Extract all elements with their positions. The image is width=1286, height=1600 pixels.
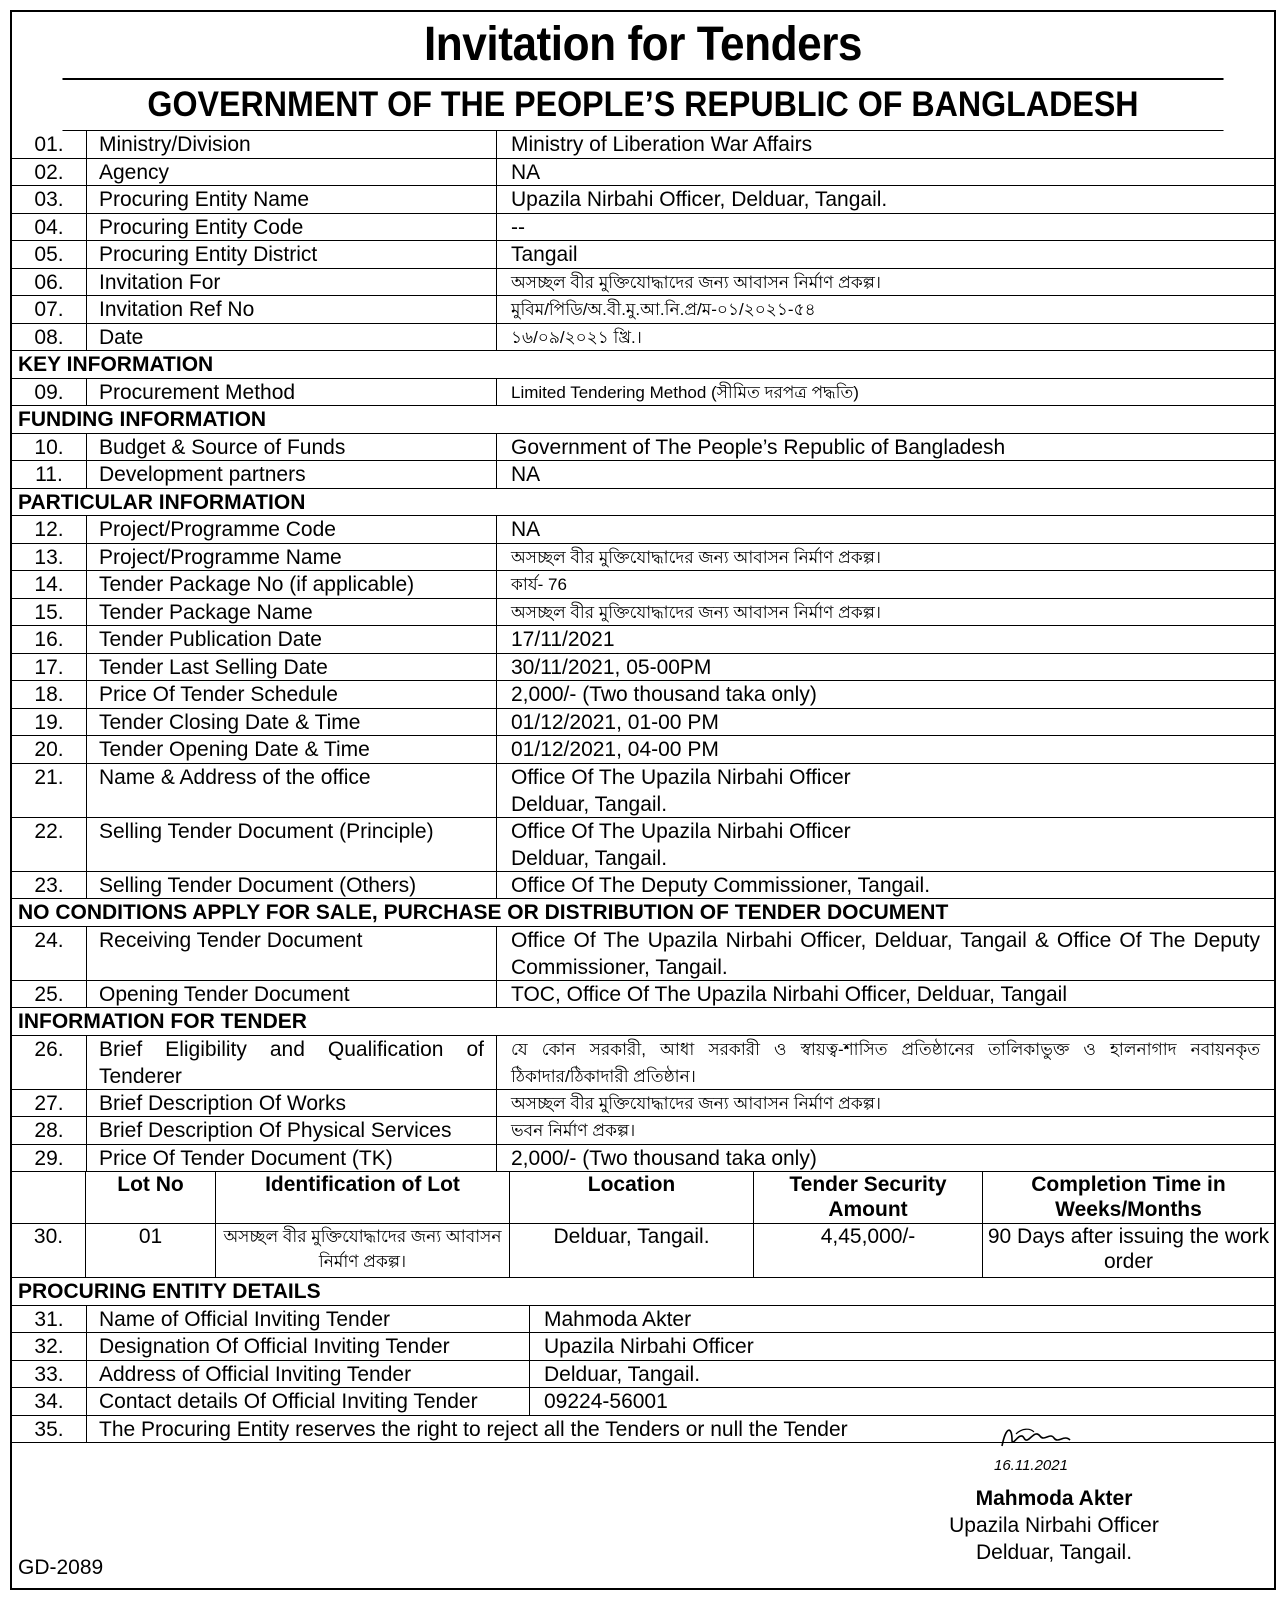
lot-table-row [12, 1224, 1274, 1278]
row-label: Price Of Tender Document (TK) [87, 1145, 497, 1172]
table-row [12, 681, 1274, 709]
lot-no: 01 [86, 1224, 216, 1277]
row-label: Development partners [87, 461, 497, 488]
lot-header-line: Tender Security [789, 1173, 947, 1196]
row-number: 21. [12, 764, 87, 817]
row-value-line: Delduar, Tangail. [511, 846, 668, 870]
row-value [497, 1036, 1274, 1089]
table-row [12, 626, 1274, 654]
row-number: 32. [12, 1333, 87, 1360]
lot-header-lot-no: Lot No [86, 1172, 216, 1223]
row-label: Receiving Tender Document [87, 927, 497, 980]
row-label: Tender Package No (if applicable) [87, 571, 497, 598]
table-row [12, 1361, 1274, 1389]
row-number: 14. [12, 571, 87, 598]
row-number: 24. [12, 927, 87, 980]
row-value: অসচ্ছল বীর মুক্তিযোদ্ধাদের জন্য আবাসন নির্মাণ প্রকল্প। [511, 272, 881, 292]
row-label: Invitation For [87, 269, 497, 296]
table-row [12, 736, 1274, 764]
row-value: TOC, Office Of The Upazila Nirbahi Officer, Delduar, Tangail [511, 982, 1067, 1006]
row-label: Tender Publication Date [87, 626, 497, 653]
table-row [12, 1388, 1274, 1416]
row-label: Brief Description Of Physical Services [87, 1117, 497, 1144]
lot-identification [216, 1224, 510, 1277]
table-row [12, 764, 1274, 818]
row-number: 29. [12, 1145, 87, 1172]
row-label: Designation Of Official Inviting Tender [87, 1333, 530, 1360]
row-number: 06. [12, 269, 87, 296]
row-number: 16. [12, 626, 87, 653]
row-value-line: Commissioner, Tangail. [511, 955, 728, 979]
row-number: 02. [12, 159, 87, 186]
row-label: Procurement Method [87, 379, 497, 406]
row-label-line: Brief Eligibility and Qualification of [99, 1037, 484, 1061]
lot-ident-line: অসচ্ছল বীর মুক্তিযোদ্ধাদের জন্য [223, 1227, 442, 1246]
lot-location: Delduar, Tangail. [510, 1224, 754, 1277]
general-rows [12, 131, 1274, 351]
row-label: Opening Tender Document [87, 981, 497, 1008]
row-label: Selling Tender Document (Principle) [87, 818, 497, 871]
section-no-conditions: NO CONDITIONS APPLY FOR SALE, PURCHASE OR DISTRIBUTION OF TENDER DOCUMENT [12, 899, 1274, 927]
notice-code: GD-2089 [18, 1556, 104, 1579]
row-label: Tender Last Selling Date [87, 654, 497, 681]
lot-header-security [754, 1172, 983, 1223]
row-label: Selling Tender Document (Others) [87, 872, 497, 899]
row-value [497, 764, 1274, 817]
row-number: 08. [12, 324, 87, 351]
key-rows [12, 379, 1274, 407]
row-value: কার্য- 76 [511, 575, 567, 594]
lot-security-amount: 4,45,000/- [754, 1224, 983, 1277]
row-value: অসচ্ছল বীর মুক্তিযোদ্ধাদের জন্য আবাসন নির্মাণ প্রকল্প। [511, 547, 881, 567]
row-label: Tender Package Name [87, 599, 497, 626]
row-value: 01/12/2021, 04-00 PM [511, 738, 719, 761]
row-value: NA [511, 160, 541, 184]
row-number: 22. [12, 818, 87, 871]
handwritten-signature-icon [994, 1420, 1114, 1456]
lot-header-line: Weeks/Months [1055, 1198, 1202, 1221]
row-value-line: Office Of The Upazila Nirbahi Officer [511, 765, 851, 789]
table-row [12, 159, 1274, 187]
row-value-line: ঠিকাদার/ঠিকাদারী প্রতিষ্ঠান। [511, 1066, 696, 1086]
row-value: Government of The People’s Republic of Bangladesh [511, 435, 1006, 459]
table-row [12, 214, 1274, 242]
procuring-entity-rows [12, 1306, 1274, 1416]
row-value: NA [511, 463, 541, 486]
table-row [12, 269, 1274, 297]
lot-header-identification: Identification of Lot [216, 1172, 510, 1223]
row-value [497, 927, 1274, 980]
table-row [12, 461, 1274, 489]
page-subtitle: GOVERNMENT OF THE PEOPLE’S REPUBLIC OF BANGLADESH [62, 80, 1223, 131]
row-value-line: যে কোন সরকারী, আধা সরকারী ও স্বায়ত্ব-শাসিত প্রতিষ্ঠানের তালিকাভুক্ত ও হালনাগাদ নবায়নকৃত [511, 1039, 1260, 1059]
row-number: 01. [12, 131, 87, 158]
row-label: Agency [87, 159, 497, 186]
signatory-name: Mahmoda Akter [975, 1487, 1133, 1510]
table-row [12, 1306, 1274, 1334]
lot-header-line: Amount [828, 1198, 908, 1221]
row-value: 01/12/2021, 01-00 PM [511, 710, 719, 734]
row-label: Address of Official Inviting Tender [87, 1361, 530, 1388]
lot-completion-time [983, 1224, 1274, 1277]
row-label: Date [87, 324, 497, 351]
table-row [12, 544, 1274, 572]
table-row [12, 241, 1274, 269]
row-label: Name of Official Inviting Tender [87, 1306, 530, 1333]
row-number: 09. [12, 379, 87, 406]
lot-header-location: Location [510, 1172, 754, 1223]
row-number: 12. [12, 516, 87, 543]
row-value: 09224-56001 [544, 1390, 668, 1413]
row-number: 07. [12, 296, 87, 323]
row-label [87, 1036, 497, 1089]
row-label: Invitation Ref No [87, 296, 497, 323]
signature-date: 16.11.2021 [994, 1457, 1068, 1474]
row-label: Project/Programme Name [87, 544, 497, 571]
row-value: The Procuring Entity reserves the right to reject all the Tenders or null the Tender [99, 1417, 848, 1441]
signatory-designation: Upazila Nirbahi Officer [949, 1514, 1159, 1537]
row-label: Price Of Tender Schedule [87, 681, 497, 708]
section-key-information: KEY INFORMATION [12, 351, 1274, 379]
table-row [12, 516, 1274, 544]
row-number: 25. [12, 981, 87, 1008]
row-number: 11. [12, 461, 87, 488]
row-label: Procuring Entity Code [87, 214, 497, 241]
table-row [12, 654, 1274, 682]
row-value: ভবন নির্মাণ প্রকল্প। [511, 1121, 636, 1140]
row-number: 10. [12, 434, 87, 461]
row-value: অসচ্ছল বীর মুক্তিযোদ্ধাদের জন্য আবাসন নির্মাণ প্রকল্প। [511, 602, 881, 622]
table-row [12, 709, 1274, 737]
row-label: Project/Programme Code [87, 516, 497, 543]
row-value: 17/11/2021 [511, 628, 615, 651]
row-value [497, 818, 1274, 871]
row-number: 03. [12, 186, 87, 213]
page-title: Invitation for Tenders [62, 12, 1223, 80]
row-value-line: Delduar, Tangail. [511, 792, 668, 816]
table-row [12, 927, 1274, 981]
lot-table-header [12, 1172, 1274, 1224]
row-value: Ministry of Liberation War Affairs [511, 133, 813, 156]
row-label: Tender Closing Date & Time [87, 709, 497, 736]
table-row [12, 1333, 1274, 1361]
row-value: Delduar, Tangail. [544, 1362, 701, 1386]
table-row [12, 1145, 1274, 1173]
table-row [12, 571, 1274, 599]
row-value: 2,000/- (Two thousand taka only) [511, 683, 817, 706]
row-value: NA [511, 518, 541, 541]
row-label: Tender Opening Date & Time [87, 736, 497, 763]
tender-info-rows [12, 1090, 1274, 1173]
row-value: Office Of The Deputy Commissioner, Tangail. [511, 873, 931, 897]
lot-ident-line: আবাসন নির্মাণ প্রকল্প। [318, 1227, 502, 1271]
table-row [12, 186, 1274, 214]
section-funding-information: FUNDING INFORMATION [12, 406, 1274, 434]
row-value: Limited Tendering Method (সীমিত দরপত্র পদ্ধতি) [511, 382, 859, 402]
row-label: Name & Address of the office [87, 764, 497, 817]
table-row [12, 379, 1274, 407]
table-row [12, 599, 1274, 627]
table-row [12, 324, 1274, 352]
row-number: 31. [12, 1306, 87, 1333]
lot-header-line: Completion Time in [1031, 1173, 1226, 1196]
row-value: -- [511, 215, 525, 239]
section-particular-information: PARTICULAR INFORMATION [12, 489, 1274, 517]
table-row [12, 1036, 1274, 1090]
row-number: 19. [12, 709, 87, 736]
row-number: 34. [12, 1388, 87, 1415]
row-number: 15. [12, 599, 87, 626]
section-procuring-entity-details: PROCURING ENTITY DETAILS [12, 1278, 1274, 1306]
row-value-line: Office Of The Upazila Nirbahi Officer, Delduar, Tangail & Office Of The Deputy [511, 928, 1260, 952]
table-row [12, 1090, 1274, 1118]
row-number: 05. [12, 241, 87, 268]
row-number: 23. [12, 872, 87, 899]
row-number: 33. [12, 1361, 87, 1388]
row-label: Procuring Entity District [87, 241, 497, 268]
row-label: Procuring Entity Name [87, 186, 497, 213]
lot-completion-line: work order [1103, 1225, 1270, 1273]
row-number: 35. [12, 1416, 87, 1443]
row-number: 04. [12, 214, 87, 241]
row-label: Contact details Of Official Inviting Tender [87, 1388, 530, 1415]
funding-rows [12, 434, 1274, 489]
row-value: Upazila Nirbahi Officer, Delduar, Tangail. [511, 188, 888, 211]
row-label: Brief Description Of Works [87, 1090, 497, 1117]
table-row [12, 296, 1274, 324]
row-value: Mahmoda Akter [544, 1307, 692, 1331]
table-row [12, 981, 1274, 1009]
lot-header-blank [12, 1172, 86, 1223]
row-value: মুবিম/পিডি/অ.বী.মু.আ.নি.প্র/ম-০১/২০২১-৫৪ [511, 300, 816, 319]
row-number: 18. [12, 681, 87, 708]
row-number: 27. [12, 1090, 87, 1117]
row-number: 20. [12, 736, 87, 763]
table-row [12, 818, 1274, 872]
signature-block [934, 1420, 1174, 1566]
row-value: অসচ্ছল বীর মুক্তিযোদ্ধাদের জন্য আবাসন নির্মাণ প্রকল্প। [511, 1093, 881, 1113]
row-value: 2,000/- (Two thousand taka only) [511, 1146, 817, 1170]
row-number: 13. [12, 544, 87, 571]
row-label: Ministry/Division [87, 131, 497, 158]
lot-header-completion [983, 1172, 1274, 1223]
table-row [12, 434, 1274, 462]
row-number: 28. [12, 1117, 87, 1144]
lot-completion-line: 90 Days after issuing the [987, 1225, 1219, 1248]
row-value: Upazila Nirbahi Officer [544, 1335, 754, 1358]
row-label-line: Tenderer [99, 1064, 182, 1088]
table-row [12, 1117, 1274, 1145]
row-label: Budget & Source of Funds [87, 434, 497, 461]
table-row [12, 872, 1274, 900]
row-value: ১৬/০৯/২০২১ খ্রি.। [511, 327, 642, 347]
row-number: 17. [12, 654, 87, 681]
row-value: Tangail [511, 243, 578, 266]
signatory-place: Delduar, Tangail. [975, 1541, 1133, 1564]
table-row [12, 131, 1274, 159]
row-number: 26. [12, 1036, 87, 1089]
tender-notice [10, 10, 1276, 1590]
row-value: 30/11/2021, 05-00PM [511, 655, 712, 679]
particular-rows [12, 516, 1274, 764]
section-information-for-tender: INFORMATION FOR TENDER [12, 1008, 1274, 1036]
row-number: 30. [12, 1224, 86, 1277]
row-value-line: Office Of The Upazila Nirbahi Officer [511, 819, 851, 843]
